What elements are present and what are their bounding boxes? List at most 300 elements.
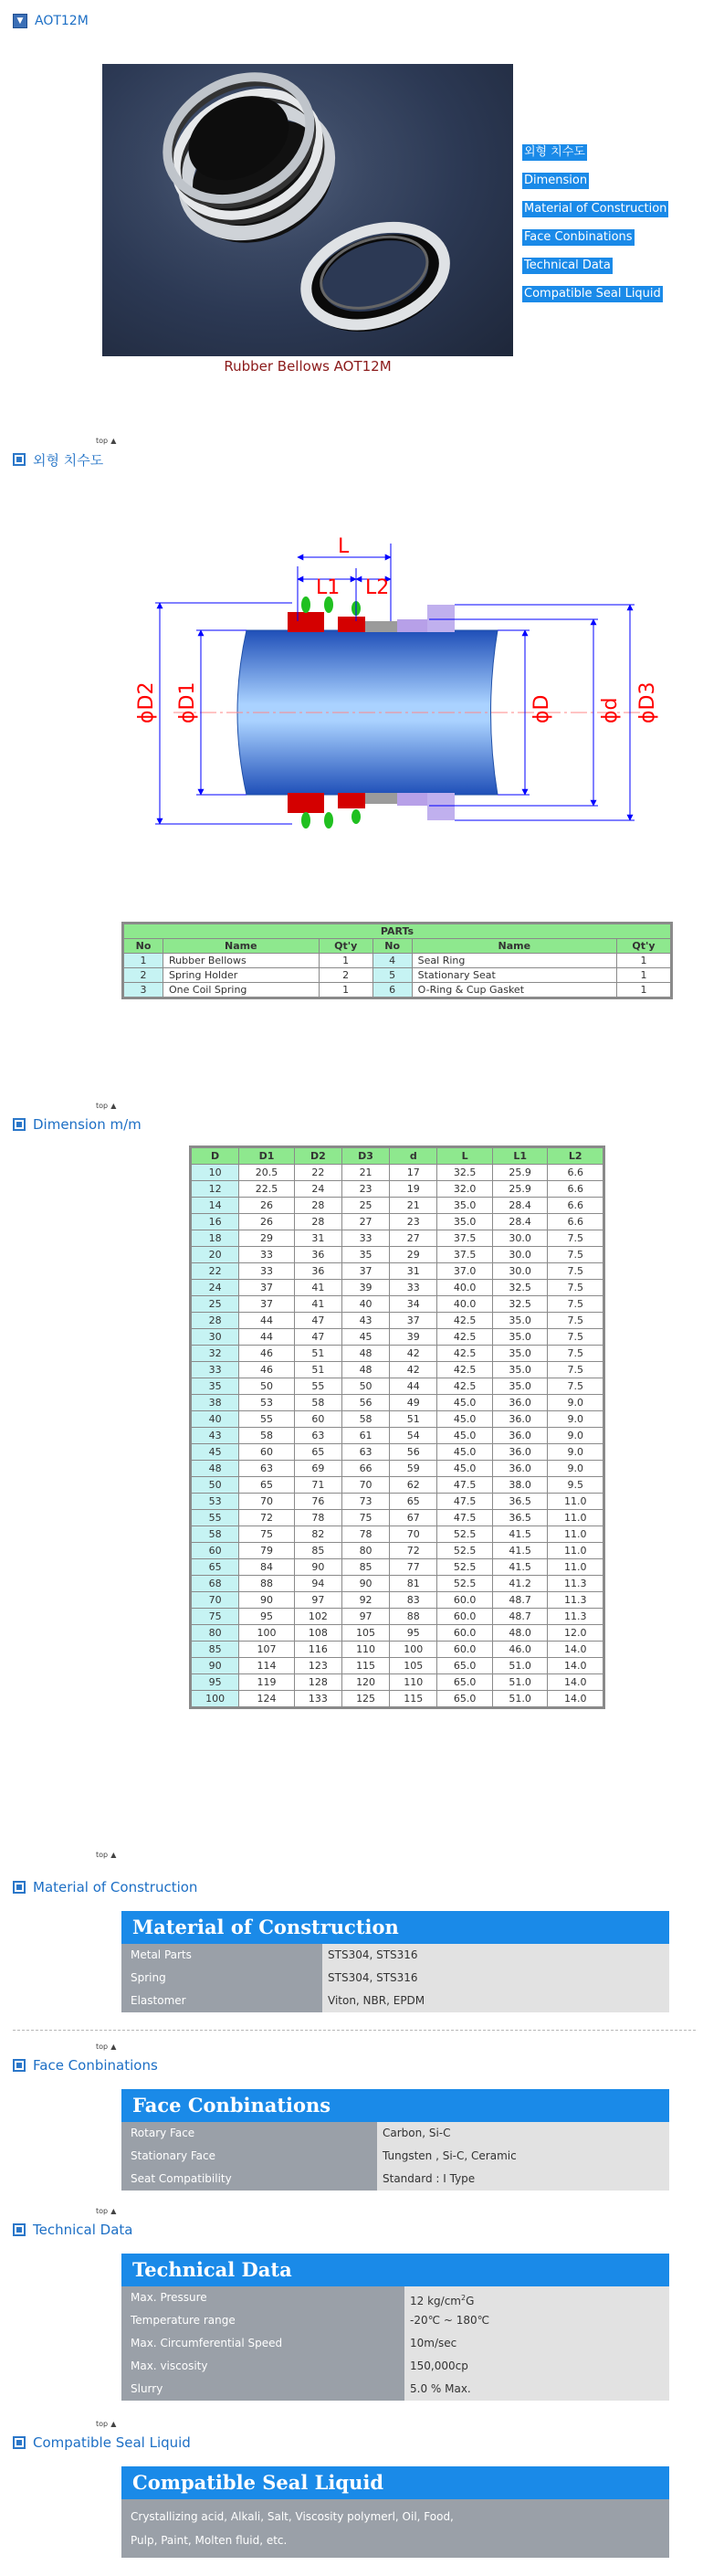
dimension-cell: 33 xyxy=(390,1280,437,1296)
dimension-cell: 30 xyxy=(192,1329,239,1346)
dimension-cell: 65 xyxy=(239,1477,295,1494)
top-link[interactable]: top ▲ xyxy=(96,2420,117,2428)
nav-link-liquid[interactable]: Compatible Seal Liquid xyxy=(524,287,661,301)
parts-header: Qt'y xyxy=(617,939,671,954)
dimension-cell: 38 xyxy=(192,1395,239,1411)
label-D: ϕD xyxy=(530,694,553,723)
dimension-cell: 60.0 xyxy=(437,1625,493,1642)
dimension-cell: 82 xyxy=(294,1526,341,1543)
dimension-cell: 42.5 xyxy=(437,1362,493,1378)
dimension-cell: 48 xyxy=(341,1362,389,1378)
dimension-cell: 41.2 xyxy=(492,1576,548,1592)
top-link[interactable]: top ▲ xyxy=(96,2043,117,2051)
dimension-cell: 36 xyxy=(294,1247,341,1263)
section-header-face: Face Conbinations xyxy=(13,2057,158,2074)
dimension-cell: 42.5 xyxy=(437,1329,493,1346)
dimension-cell: 7.5 xyxy=(548,1346,603,1362)
table-row xyxy=(192,1559,603,1576)
dimension-cell: 60.0 xyxy=(437,1592,493,1609)
dimension-cell: 17 xyxy=(390,1165,437,1181)
dimension-cell: 37.0 xyxy=(437,1263,493,1280)
dimension-cell: 35.0 xyxy=(492,1313,548,1329)
dimension-cell: 45.0 xyxy=(437,1461,493,1477)
table-row xyxy=(192,1691,603,1707)
dimension-cell: 73 xyxy=(341,1494,389,1510)
dimension-cell: 35.0 xyxy=(492,1378,548,1395)
dimension-cell: 100 xyxy=(192,1691,239,1707)
table-row xyxy=(192,1378,603,1395)
dimension-cell: 27 xyxy=(341,1214,389,1230)
dimension-cell: 110 xyxy=(390,1674,437,1691)
spec-row: Spring STS304, STS316 xyxy=(121,1967,669,1990)
dimension-cell: 36.0 xyxy=(492,1461,548,1477)
dimension-cell: 52.5 xyxy=(437,1526,493,1543)
section-header-outline: 외형 치수도 xyxy=(13,451,103,468)
technical-spec xyxy=(121,2254,669,2401)
table-row: 2 Spring Holder 2 5 Stationary Seat 1 xyxy=(124,968,671,983)
spec-row: Stationary Face Tungsten , Si-C, Ceramic xyxy=(121,2145,669,2168)
dimension-cell: 63 xyxy=(239,1461,295,1477)
top-link[interactable]: top ▲ xyxy=(96,2207,117,2215)
label-L1: L1 xyxy=(316,576,341,599)
spec-row: Max. viscosity 150,000cp xyxy=(121,2355,669,2378)
dimension-cell: 45.0 xyxy=(437,1428,493,1444)
dimension-cell: 14.0 xyxy=(548,1674,603,1691)
dimension-cell: 29 xyxy=(390,1247,437,1263)
dimension-cell: 56 xyxy=(341,1395,389,1411)
dimension-cell: 51.0 xyxy=(492,1658,548,1674)
dimension-cell: 128 xyxy=(294,1674,341,1691)
face-title: Face Conbinations xyxy=(121,2089,669,2122)
dimension-cell: 85 xyxy=(294,1543,341,1559)
table-row xyxy=(192,1346,603,1362)
dimension-cell: 41.5 xyxy=(492,1543,548,1559)
dimension-cell: 97 xyxy=(294,1592,341,1609)
table-row xyxy=(192,1526,603,1543)
dimension-cell: 22.5 xyxy=(239,1181,295,1198)
dimension-cell: 37 xyxy=(239,1280,295,1296)
table-row xyxy=(192,1576,603,1592)
dimension-header: L xyxy=(437,1148,493,1165)
dimension-cell: 115 xyxy=(390,1691,437,1707)
dimension-cell: 33 xyxy=(239,1263,295,1280)
spec-row: Slurry 5.0 % Max. xyxy=(121,2378,669,2401)
dimension-cell: 32 xyxy=(192,1346,239,1362)
dimension-cell: 35.0 xyxy=(437,1214,493,1230)
dimension-cell: 32.0 xyxy=(437,1181,493,1198)
divider xyxy=(13,2030,696,2031)
top-link[interactable]: top ▲ xyxy=(96,1102,117,1110)
dimension-cell: 7.5 xyxy=(548,1247,603,1263)
table-row xyxy=(192,1592,603,1609)
dimension-cell: 37 xyxy=(239,1296,295,1313)
dimension-cell: 11.3 xyxy=(548,1576,603,1592)
dimension-cell: 85 xyxy=(192,1642,239,1658)
spec-row: Max. Circumferential Speed 10m/sec xyxy=(121,2332,669,2355)
spec-row: Max. Pressure 12 $kg/cm^2G$ xyxy=(121,2286,669,2309)
dimension-cell: 37.5 xyxy=(437,1247,493,1263)
dimension-cell: 41.5 xyxy=(492,1559,548,1576)
dimension-cell: 79 xyxy=(239,1543,295,1559)
dimension-cell: 6.6 xyxy=(548,1181,603,1198)
dimension-cell: 7.5 xyxy=(548,1296,603,1313)
dimension-cell: 48 xyxy=(192,1461,239,1477)
label-L: L xyxy=(338,535,350,558)
dimension-cell: 78 xyxy=(341,1526,389,1543)
dimension-cell: 41 xyxy=(294,1280,341,1296)
dimension-cell: 77 xyxy=(390,1559,437,1576)
dimension-cell: 90 xyxy=(341,1576,389,1592)
dimension-cell: 14.0 xyxy=(548,1642,603,1658)
dimension-cell: 58 xyxy=(341,1411,389,1428)
dimension-cell: 60.0 xyxy=(437,1642,493,1658)
dimension-cell: 51 xyxy=(390,1411,437,1428)
dimension-cell: 63 xyxy=(341,1444,389,1461)
dimension-cell: 40.0 xyxy=(437,1280,493,1296)
table-row xyxy=(192,1428,603,1444)
dimension-cell: 95 xyxy=(390,1625,437,1642)
dimension-cell: 90 xyxy=(192,1658,239,1674)
dimension-cell: 9.0 xyxy=(548,1428,603,1444)
dimension-drawing xyxy=(137,484,666,886)
page-header xyxy=(13,13,89,29)
nav-link-face[interactable]: Face Conbinations xyxy=(524,230,633,244)
table-row xyxy=(192,1625,603,1642)
dimension-cell: 83 xyxy=(390,1592,437,1609)
product-image xyxy=(102,64,513,356)
dimension-cell: 14 xyxy=(192,1198,239,1214)
square-bullet-icon xyxy=(13,1118,26,1131)
square-bullet-icon xyxy=(13,453,26,466)
nav-link-dimension[interactable]: Dimension xyxy=(524,174,588,187)
dimension-cell: 81 xyxy=(390,1576,437,1592)
dimension-cell: 70 xyxy=(192,1592,239,1609)
dimension-cell: 44 xyxy=(239,1329,295,1346)
parts-header: Qt'y xyxy=(319,939,372,954)
dimension-header: d xyxy=(390,1148,437,1165)
dimension-cell: 47.5 xyxy=(437,1494,493,1510)
nav-link-technical[interactable]: Technical Data xyxy=(524,259,611,272)
dimension-cell: 12.0 xyxy=(548,1625,603,1642)
dimension-cell: 67 xyxy=(390,1510,437,1526)
dimension-cell: 19 xyxy=(390,1181,437,1198)
table-row xyxy=(192,1165,603,1181)
dimension-cell: 55 xyxy=(294,1378,341,1395)
table-row xyxy=(192,1477,603,1494)
dimension-cell: 47.5 xyxy=(437,1477,493,1494)
table-row xyxy=(192,1461,603,1477)
dimension-header: D3 xyxy=(341,1148,389,1165)
dimension-cell: 52.5 xyxy=(437,1559,493,1576)
dimension-cell: 25 xyxy=(341,1198,389,1214)
top-link[interactable]: top ▲ xyxy=(96,437,117,445)
table-row: 3 One Coil Spring 1 6 O-Ring & Cup Gasket 1 xyxy=(124,983,671,998)
dimension-cell: 95 xyxy=(239,1609,295,1625)
dimension-cell: 133 xyxy=(294,1691,341,1707)
table-row: 1 Rubber Bellows 1 4 Seal Ring 1 xyxy=(124,954,671,968)
dimension-cell: 62 xyxy=(390,1477,437,1494)
dimension-cell: 40.0 xyxy=(437,1296,493,1313)
dimension-cell: 115 xyxy=(341,1658,389,1674)
dimension-cell: 45 xyxy=(192,1444,239,1461)
dimension-cell: 7.5 xyxy=(548,1362,603,1378)
dimension-cell: 21 xyxy=(341,1165,389,1181)
dimension-cell: 61 xyxy=(341,1428,389,1444)
dimension-cell: 60 xyxy=(192,1543,239,1559)
dimension-cell: 9.0 xyxy=(548,1411,603,1428)
dimension-cell: 51 xyxy=(294,1346,341,1362)
dimension-cell: 7.5 xyxy=(548,1280,603,1296)
dimension-cell: 11.0 xyxy=(548,1559,603,1576)
dimension-cell: 60.0 xyxy=(437,1609,493,1625)
label-d: ϕd xyxy=(599,697,622,723)
dimension-cell: 42.5 xyxy=(437,1313,493,1329)
dimension-cell: 48.7 xyxy=(492,1592,548,1609)
dimension-cell: 54 xyxy=(390,1428,437,1444)
dimension-cell: 24 xyxy=(294,1181,341,1198)
liquid-spec xyxy=(121,2466,669,2558)
dimension-cell: 7.5 xyxy=(548,1263,603,1280)
table-row xyxy=(192,1510,603,1526)
dimension-cell: 65 xyxy=(294,1444,341,1461)
dimension-cell: 70 xyxy=(239,1494,295,1510)
table-row xyxy=(192,1543,603,1559)
liquid-title: Compatible Seal Liquid xyxy=(121,2466,669,2499)
material-spec xyxy=(121,1911,669,2012)
spec-row: Metal Parts STS304, STS316 xyxy=(121,1944,669,1967)
dimension-cell: 119 xyxy=(239,1674,295,1691)
dimension-cell: 108 xyxy=(294,1625,341,1642)
label-L2: L2 xyxy=(365,576,390,599)
dimension-cell: 116 xyxy=(294,1642,341,1658)
parts-title: PARTs xyxy=(124,924,671,939)
dimension-cell: 11.0 xyxy=(548,1494,603,1510)
dimension-cell: 6.6 xyxy=(548,1165,603,1181)
dimension-cell: 59 xyxy=(390,1461,437,1477)
dimension-cell: 124 xyxy=(239,1691,295,1707)
dimension-cell: 41.5 xyxy=(492,1526,548,1543)
dimension-cell: 28.4 xyxy=(492,1198,548,1214)
table-row xyxy=(192,1263,603,1280)
dimension-cell: 53 xyxy=(192,1494,239,1510)
dimension-cell: 45.0 xyxy=(437,1395,493,1411)
dimension-cell: 25.9 xyxy=(492,1181,548,1198)
dimension-cell: 28 xyxy=(294,1214,341,1230)
parts-header: No xyxy=(124,939,163,954)
table-row xyxy=(192,1230,603,1247)
dimension-cell: 32.5 xyxy=(437,1165,493,1181)
dimension-header: D1 xyxy=(239,1148,295,1165)
dimension-header: D2 xyxy=(294,1148,341,1165)
dimension-cell: 25 xyxy=(192,1296,239,1313)
table-row xyxy=(192,1494,603,1510)
dimension-cell: 44 xyxy=(390,1378,437,1395)
square-bullet-icon xyxy=(13,2436,26,2449)
material-title: Material of Construction xyxy=(121,1911,669,1944)
dimension-cell: 80 xyxy=(341,1543,389,1559)
label-D1: ϕD1 xyxy=(176,681,199,723)
dimension-cell: 31 xyxy=(390,1263,437,1280)
dimension-cell: 60 xyxy=(239,1444,295,1461)
dimension-cell: 84 xyxy=(239,1559,295,1576)
dimension-cell: 60 xyxy=(294,1411,341,1428)
table-row xyxy=(192,1674,603,1691)
dimension-cell: 20 xyxy=(192,1247,239,1263)
dimension-cell: 36 xyxy=(294,1263,341,1280)
dimension-cell: 6.6 xyxy=(548,1198,603,1214)
section-header-technical: Technical Data xyxy=(13,2222,132,2238)
dimension-cell: 52.5 xyxy=(437,1543,493,1559)
dimension-cell: 51.0 xyxy=(492,1674,548,1691)
dimension-cell: 65.0 xyxy=(437,1674,493,1691)
product-caption: Rubber Bellows AOT12M xyxy=(224,358,392,375)
dimension-cell: 70 xyxy=(341,1477,389,1494)
dimension-cell: 97 xyxy=(341,1609,389,1625)
dimension-cell: 41 xyxy=(294,1296,341,1313)
dimension-cell: 36.0 xyxy=(492,1428,548,1444)
dimension-cell: 48 xyxy=(341,1346,389,1362)
dimension-cell: 24 xyxy=(192,1280,239,1296)
dimension-cell: 11.0 xyxy=(548,1543,603,1559)
spec-row: Rotary Face Carbon, Si-C xyxy=(121,2122,669,2145)
dimension-table xyxy=(189,1145,605,1709)
dimension-cell: 9.0 xyxy=(548,1461,603,1477)
dimension-cell: 33 xyxy=(239,1247,295,1263)
dimension-cell: 58 xyxy=(239,1428,295,1444)
dimension-cell: 12 xyxy=(192,1181,239,1198)
dimension-cell: 6.6 xyxy=(548,1214,603,1230)
dimension-cell: 56 xyxy=(390,1444,437,1461)
dimension-cell: 70 xyxy=(390,1526,437,1543)
liquid-description: Crystallizing acid, Alkali, Salt, Viscosity polymerl, Oil, Food, Pulp, Paint, Molten fluid, etc. xyxy=(121,2499,669,2558)
dimension-cell: 20.5 xyxy=(239,1165,295,1181)
dimension-cell: 40 xyxy=(341,1296,389,1313)
table-row xyxy=(192,1329,603,1346)
dimension-cell: 31 xyxy=(294,1230,341,1247)
dimension-cell: 85 xyxy=(341,1559,389,1576)
dimension-cell: 29 xyxy=(239,1230,295,1247)
nav-link-outline[interactable]: 외형 치수도 xyxy=(524,145,585,159)
dimension-cell: 11.3 xyxy=(548,1609,603,1625)
dimension-cell: 14.0 xyxy=(548,1658,603,1674)
dimension-cell: 105 xyxy=(341,1625,389,1642)
dimension-cell: 50 xyxy=(341,1378,389,1395)
top-link[interactable]: top ▲ xyxy=(96,1851,117,1859)
dimension-cell: 46.0 xyxy=(492,1642,548,1658)
dimension-cell: 72 xyxy=(390,1543,437,1559)
dimension-cell: 114 xyxy=(239,1658,295,1674)
dimension-cell: 55 xyxy=(239,1411,295,1428)
table-row xyxy=(192,1395,603,1411)
face-spec xyxy=(121,2089,669,2191)
dimension-cell: 22 xyxy=(294,1165,341,1181)
dimension-cell: 50 xyxy=(239,1378,295,1395)
dimension-cell: 28 xyxy=(294,1198,341,1214)
dimension-cell: 90 xyxy=(239,1592,295,1609)
dimension-cell: 32.5 xyxy=(492,1296,548,1313)
nav-link-material[interactable]: Material of Construction xyxy=(524,202,667,216)
dimension-cell: 105 xyxy=(390,1658,437,1674)
dimension-cell: 51.0 xyxy=(492,1691,548,1707)
dimension-cell: 36.0 xyxy=(492,1395,548,1411)
dimension-cell: 11.0 xyxy=(548,1510,603,1526)
dimension-cell: 65.0 xyxy=(437,1658,493,1674)
table-row xyxy=(192,1181,603,1198)
square-bullet-icon xyxy=(13,2059,26,2072)
dimension-cell: 45.0 xyxy=(437,1444,493,1461)
dimension-cell: 58 xyxy=(192,1526,239,1543)
dimension-cell: 16 xyxy=(192,1214,239,1230)
dimension-cell: 35 xyxy=(192,1378,239,1395)
square-bullet-icon xyxy=(13,2223,26,2236)
spec-row: Seat Compatibility Standard : I Type xyxy=(121,2168,669,2191)
dimension-cell: 44 xyxy=(239,1313,295,1329)
dimension-cell: 30.0 xyxy=(492,1230,548,1247)
dimension-cell: 66 xyxy=(341,1461,389,1477)
dimension-cell: 102 xyxy=(294,1609,341,1625)
dimension-cell: 50 xyxy=(192,1477,239,1494)
dimension-cell: 7.5 xyxy=(548,1313,603,1329)
dimension-cell: 32.5 xyxy=(492,1280,548,1296)
dimension-cell: 65 xyxy=(192,1559,239,1576)
dimension-cell: 14.0 xyxy=(548,1691,603,1707)
table-row xyxy=(192,1609,603,1625)
dimension-cell: 88 xyxy=(239,1576,295,1592)
dimension-cell: 46 xyxy=(239,1362,295,1378)
dimension-cell: 18 xyxy=(192,1230,239,1247)
dimension-cell: 88 xyxy=(390,1609,437,1625)
dimension-cell: 120 xyxy=(341,1674,389,1691)
dimension-cell: 36.0 xyxy=(492,1411,548,1428)
table-row xyxy=(192,1214,603,1230)
dimension-cell: 39 xyxy=(390,1329,437,1346)
table-row xyxy=(192,1642,603,1658)
dimension-cell: 9.0 xyxy=(548,1395,603,1411)
dimension-cell: 22 xyxy=(192,1263,239,1280)
dimension-cell: 75 xyxy=(341,1510,389,1526)
section-links xyxy=(522,144,696,314)
dimension-cell: 68 xyxy=(192,1576,239,1592)
label-D3: ϕD3 xyxy=(636,681,659,723)
dimension-cell: 7.5 xyxy=(548,1378,603,1395)
dimension-cell: 36.0 xyxy=(492,1444,548,1461)
dimension-cell: 25.9 xyxy=(492,1165,548,1181)
square-bullet-icon xyxy=(13,1881,26,1894)
dimension-cell: 37 xyxy=(341,1263,389,1280)
dimension-cell: 11.0 xyxy=(548,1526,603,1543)
dimension-cell: 36.5 xyxy=(492,1510,548,1526)
dimension-cell: 80 xyxy=(192,1625,239,1642)
dimension-cell: 42 xyxy=(390,1346,437,1362)
dimension-cell: 38.0 xyxy=(492,1477,548,1494)
dimension-cell: 11.3 xyxy=(548,1592,603,1609)
dimension-cell: 35 xyxy=(341,1247,389,1263)
dimension-cell: 30.0 xyxy=(492,1247,548,1263)
dimension-cell: 75 xyxy=(239,1526,295,1543)
parts-header: Name xyxy=(163,939,320,954)
dimension-cell: 65.0 xyxy=(437,1691,493,1707)
dimension-cell: 51 xyxy=(294,1362,341,1378)
dimension-cell: 45 xyxy=(341,1329,389,1346)
dimension-cell: 40 xyxy=(192,1411,239,1428)
dimension-cell: 26 xyxy=(239,1198,295,1214)
dimension-cell: 100 xyxy=(390,1642,437,1658)
dimension-cell: 33 xyxy=(192,1362,239,1378)
table-row xyxy=(192,1658,603,1674)
dimension-cell: 27 xyxy=(390,1230,437,1247)
dimension-cell: 36.5 xyxy=(492,1494,548,1510)
dimension-cell: 46 xyxy=(239,1346,295,1362)
